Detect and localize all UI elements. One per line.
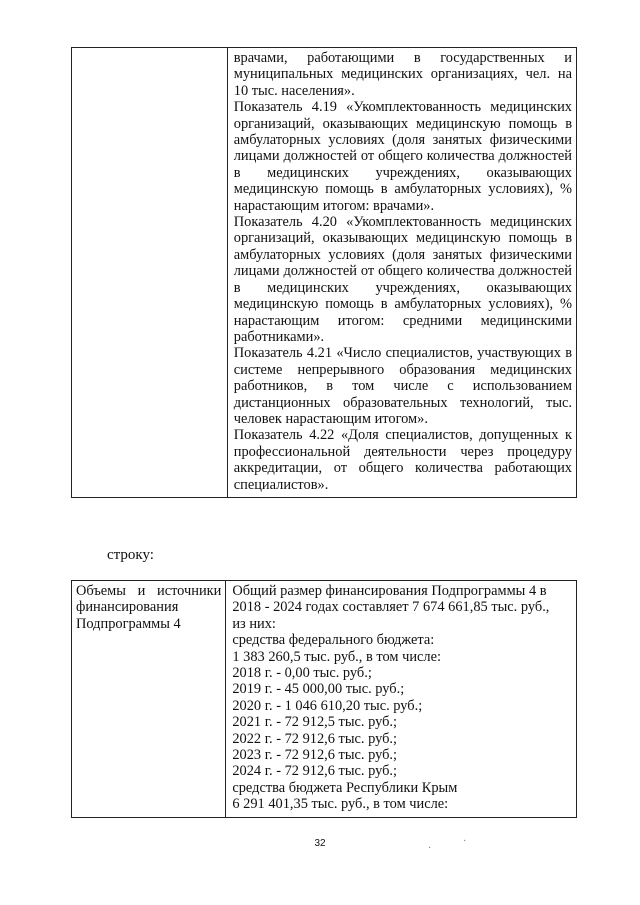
page-number: 32 — [314, 838, 326, 849]
financing-table — [71, 580, 577, 818]
table-row — [72, 48, 577, 498]
paragraph: врачами, работающими в государственных и муниципальных медицинских организациях, чел. на 10 тыс. населения». — [233, 50, 572, 99]
indicators-cell — [227, 48, 576, 498]
indicator-4-21: Показатель 4.21 «Число специалистов, участвующих в системе непрерывного образования медицинских работников, в том числе с использованием дистанционных образовательных технологий, тыс. человек нарастающим итогом». — [233, 345, 572, 427]
financing-line: средства бюджета Республики Крым — [232, 779, 458, 796]
indicator-4-20: Показатель 4.20 «Укомплектованность медицинских организаций, оказывающих медицинскую помощь в амбулаторных условиях (доля занятых физическими лицами должностей от общего количества должностей в медицинских учреждениях, оказывающих медицинскую помощь в амбулаторных условиях), % нарастающим итогом: средними медицинскими работниками». — [233, 214, 572, 345]
financing-line: 2023 г. - 72 912,6 тыс. руб.; — [232, 747, 398, 764]
financing-line: 2018 - 2024 годах составляет 7 674 661,85 тыс. руб., — [232, 599, 550, 616]
financing-details-cell — [226, 581, 577, 818]
financing-line: 2024 г. - 72 912,6 тыс. руб.; — [232, 763, 398, 780]
table-row — [72, 581, 577, 818]
empty-left-cell — [72, 48, 228, 498]
financing-line: 2019 г. - 45 000,00 тыс. руб.; — [232, 681, 405, 698]
financing-line: 2022 г. - 72 912,6 тыс. руб.; — [232, 730, 398, 747]
financing-line: 2018 г. - 0,00 тыс. руб.; — [232, 665, 372, 682]
financing-line: Общий размер финансирования Подпрограммы 4 в — [232, 583, 547, 599]
financing-line: 2021 г. - 72 912,5 тыс. руб.; — [232, 714, 398, 731]
financing-line: 6 291 401,35 тыс. руб., в том числе: — [232, 796, 449, 813]
financing-label: Объемы и источники финансирования Подпрограммы 4 — [76, 583, 222, 632]
scan-speck: · — [463, 836, 467, 847]
connector-text: строку: — [107, 547, 154, 563]
financing-line: 1 383 260,5 тыс. руб., в том числе: — [232, 648, 441, 665]
scan-speck: · — [428, 843, 432, 854]
financing-line: средства федерального бюджета: — [232, 632, 435, 649]
financing-line: 2020 г. - 1 046 610,20 тыс. руб.; — [232, 697, 423, 714]
indicators-table — [71, 47, 577, 498]
financing-label-cell — [72, 581, 226, 818]
indicator-4-19: Показатель 4.19 «Укомплектованность медицинских организаций, оказывающих медицинскую помощь в амбулаторных условиях (доля занятых физическими лицами должностей от общего количества должностей в медицинских учреждениях, оказывающих медицинскую помощь в амбулаторных условиях), % нарастающим итогом: врачами». — [233, 99, 572, 214]
indicator-4-22: Показатель 4.22 «Доля специалистов, допущенных к профессиональной деятельности через процедуру аккредитации, от общего количества работающих специалистов». — [233, 427, 572, 493]
financing-line: из них: — [232, 615, 276, 632]
